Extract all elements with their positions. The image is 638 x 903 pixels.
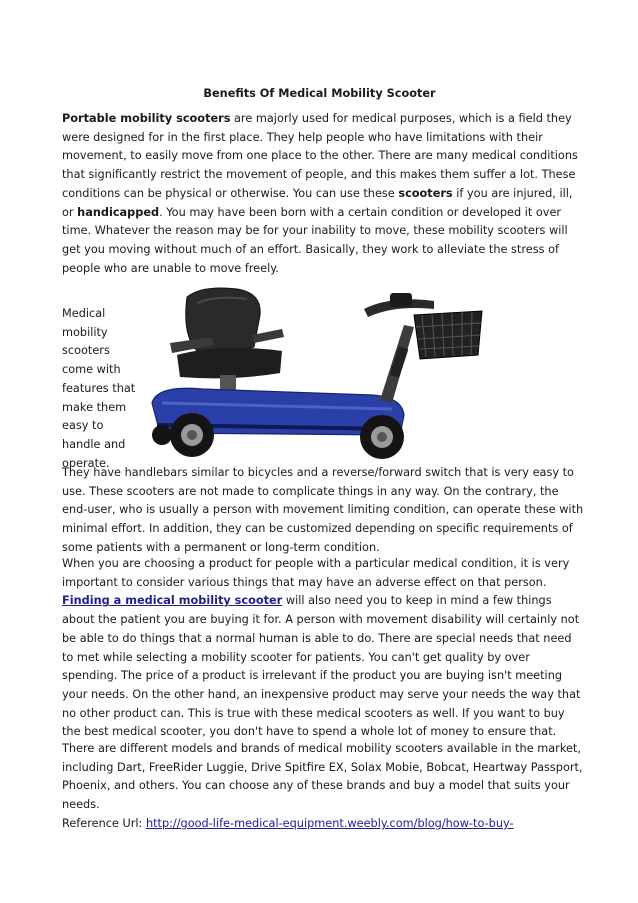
- bold-scooters: scooters: [398, 186, 453, 200]
- basket-icon: [414, 311, 482, 359]
- page-title: Benefits Of Medical Mobility Scooter: [203, 87, 436, 100]
- choosing-text-1: When you are choosing a product for people with a particular medical condition, it is very important to consider various things that may have an adverse effect on that person.: [62, 557, 570, 589]
- reference-url-link[interactable]: http://good-life-medical-equipment.weebly.com/blog/how-to-buy-: [145, 817, 514, 830]
- intro-text-3: . You may have been born with a certain condition or developed it over time. Whatever the reason may be for your inability to move, these mobility scooters will get you moving without much of an effort. Basically, they work to alleviate the stress of people who are unable to move freely.: [62, 205, 568, 275]
- finding-scooter-link[interactable]: Finding a medical mobility scooter: [62, 594, 283, 608]
- image-section: [62, 305, 584, 470]
- intro-text-1: are majorly used for medical purposes, which is a field they were designed for in the first place. They help people who have limitations with their movement, to easily move from one place to the other. There are many medical conditions that significantly restrict the movement of people, and this makes them suffer a lot. These conditions can be physical or otherwise. You can use these: [62, 112, 578, 200]
- choosing-paragraph: [62, 555, 584, 742]
- bold-portable-scooters: Portable mobility scooters: [62, 112, 231, 125]
- float-text: Medical mobility scooters come with features that make them easy to handle and operate.: [62, 307, 136, 470]
- choosing-text-2: will also need you to keep in mind a few things about the patient you are buying it for. A person with movement disability will certainly not be able to do things that a normal human is able to do. There are special needs that need to met while selecting a mobility scooter for patients. You can't get quality by over spending. The price of a product is irrelevant if the product you are buying isn't meeting your needs. On the other hand, an inexpensive product may serve your needs the way that no other product can. This is true with these medical scooters as well. If you want to buy the best medical scooter, you don't have to spend a whole lot of money to ensure that.: [62, 594, 581, 739]
- features-paragraph: They have handlebars similar to bicycles and a reverse/forward switch that is very easy to use. These scooters are not made to complicate things in any way. On the contrary, the end-user, who is usually a person with movement limiting condition, can operate these with minimal effort. In addition, they can be customized depending on specific requirements of some patients with a permanent or long-term condition.: [62, 466, 584, 554]
- reference-paragraph: [62, 815, 584, 834]
- bold-handicapped: handicapped: [77, 205, 160, 219]
- reference-label: Reference Url:: [62, 817, 146, 830]
- intro-text-2: if you are injured, ill, or: [62, 186, 573, 219]
- mobility-scooter-image: [142, 285, 492, 465]
- intro-paragraph: [62, 110, 584, 278]
- brands-paragraph: There are different models and brands of medical mobility scooters available in the market, including Dart, FreeRider Luggie, Drive Spitfire EX, Solax Mobie, Bobcat, Heartway Passport, Phoenix, and others. You can choose any of these brands and buy a model that suits your needs.: [62, 742, 583, 812]
